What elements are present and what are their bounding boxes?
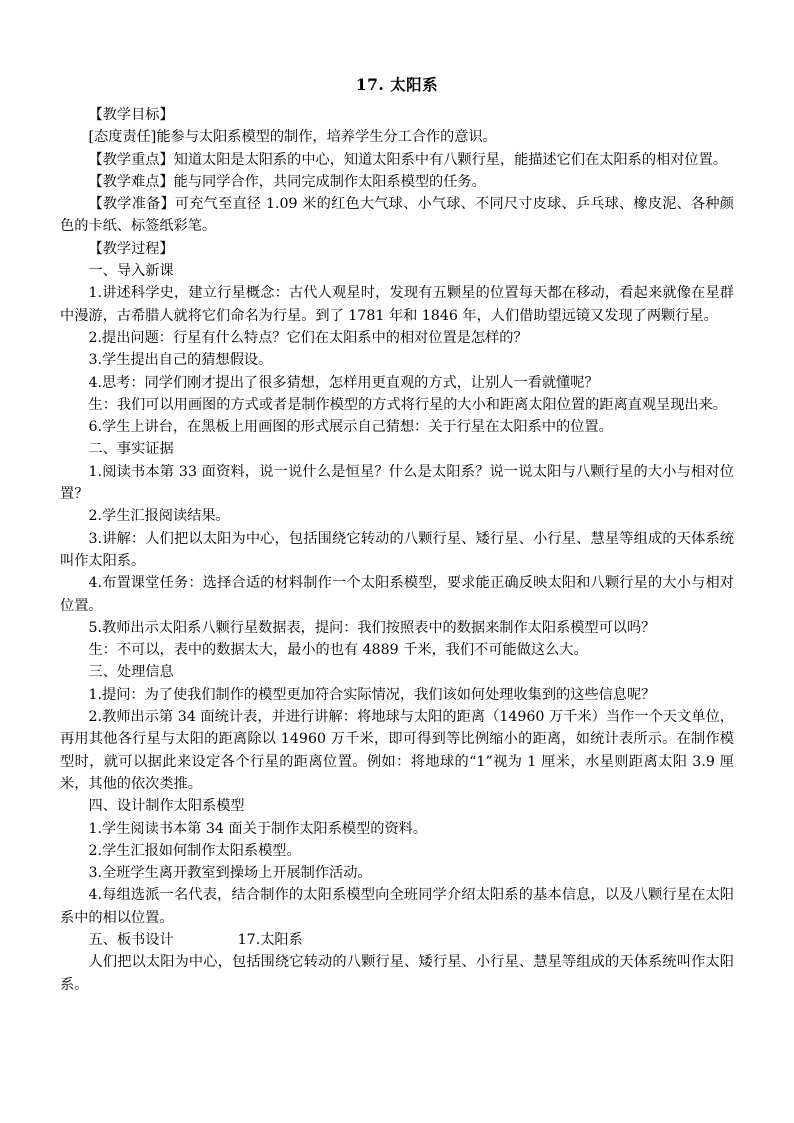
document-body bbox=[60, 104, 734, 996]
board-design-label: 五、板书设计 bbox=[88, 931, 174, 948]
objective-attitude: [态度责任]能参与太阳系模型的制作，培养学生分工合作的意识。 bbox=[88, 129, 497, 146]
subsection-heading: 一、导入新课 bbox=[88, 263, 174, 280]
paragraph: 6.学生上讲台，在黑板上用画图的形式展示自己猜想：关于行星在太阳系中的位置。 bbox=[88, 419, 613, 436]
teaching-difficulty: 【教学难点】能与同学合作，共同完成制作太阳系模型的任务。 bbox=[88, 173, 486, 190]
paragraph: 1.提问：为了使我们制作的模型更加符合实际情况，我们该如何处理收集到的这些信息呢？ bbox=[88, 686, 656, 703]
subsection-heading: 四、设计制作太阳系模型 bbox=[88, 798, 245, 815]
page-title: 17. 太阳系 bbox=[355, 75, 439, 94]
teaching-key-point: 【教学重点】知道太阳是太阳系的中心，知道太阳系中有八颗行星，能描述它们在太阳系的相对位置。 bbox=[88, 151, 727, 168]
paragraph: 5.教师出示太阳系八颗行星数据表，提问：我们按照表中的数据来制作太阳系模型可以吗？ bbox=[88, 619, 656, 636]
paragraph: 生：不可以，表中的数据太大，最小的也有 4889 千米，我们不可能做这么大。 bbox=[88, 642, 588, 659]
paragraph: 3.全班学生离开教室到操场上开展制作活动。 bbox=[88, 865, 372, 882]
section-process-heading: 【教学过程】 bbox=[88, 240, 174, 257]
paragraph: 生：我们可以用画图的方式或者是制作模型的方式将行星的大小和距离太阳位置的距离直观呈现出来。 bbox=[88, 396, 727, 413]
paragraph: 2.教师出示第 34 面统计表，并进行讲解：将地球与太阳的距离（14960 万千米）当作一个天文单位，再用其他各行星与太阳的距离除以 14960 万千米，即可得到等比例缩小的距离，如统计表所示。在制作模型时，就可以据此来设定各个行星的距离位置。例如：将地球的“1”视为 1 厘米，水星则距离太阳 3.9 厘米，其他的依次类推。 bbox=[60, 709, 734, 792]
paragraph: 1.讲述科学史，建立行星概念：古代人观星时，发现有五颗星的位置每天都在移动，看起来就像在星群中漫游，古希腊人就将它们命名为行星。到了 1781 年和 1846 年，人们借助望远镜又发现了两颗行星。 bbox=[60, 285, 734, 324]
subsection-heading: 二、事实证据 bbox=[88, 441, 174, 458]
board-design-heading: 17.太阳系 bbox=[237, 931, 303, 948]
paragraph: 4.布置课堂任务：选择合适的材料制作一个太阳系模型，要求能正确反映太阳和八颗行星的大小与相对位置。 bbox=[60, 575, 734, 614]
paragraph: 4.每组选派一名代表，结合制作的太阳系模型向全班同学介绍太阳系的基本信息，以及八颗行星在太阳系中的相以位置。 bbox=[60, 887, 734, 926]
board-design-text: 人们把以太阳为中心，包括围绕它转动的八颗行星、矮行星、小行星、慧星等组成的天体系统叫作太阳系。 bbox=[60, 954, 734, 993]
section-objectives-heading: 【教学目标】 bbox=[88, 107, 174, 123]
teaching-preparation: 【教学准备】可充气至直径 1.09 米的红色大气球、小气球、不同尺寸皮球、乒乓球、橡皮泥、各种颜色的卡纸、标签纸彩笔。 bbox=[60, 196, 734, 235]
paragraph: 1.学生阅读书本第 34 面关于制作太阳系模型的资料。 bbox=[88, 820, 428, 837]
paragraph: 4.思考：同学们刚才提出了很多猜想，怎样用更直观的方式，让别人一看就懂呢？ bbox=[88, 374, 599, 391]
board-design-line bbox=[60, 929, 734, 951]
paragraph: 2.学生汇报如何制作太阳系模型。 bbox=[88, 842, 301, 859]
paragraph: 2.学生汇报阅读结果。 bbox=[88, 508, 230, 525]
paragraph: 1.阅读书本第 33 面资料，说一说什么是恒星？什么是太阳系？说一说太阳与八颗行星的大小与相对位置？ bbox=[60, 463, 734, 503]
paragraph: 3.讲解：人们把以太阳为中心，包括围绕它转动的八颗行星、矮行星、小行星、慧星等组成的天体系统叫作太阳系。 bbox=[60, 530, 734, 569]
paragraph: 2.提出问题：行星有什么特点？它们在太阳系中的相对位置是怎样的？ bbox=[88, 329, 528, 346]
subsection-heading: 三、处理信息 bbox=[88, 664, 174, 681]
paragraph: 3.学生提出自己的猜想假设。 bbox=[88, 352, 273, 369]
